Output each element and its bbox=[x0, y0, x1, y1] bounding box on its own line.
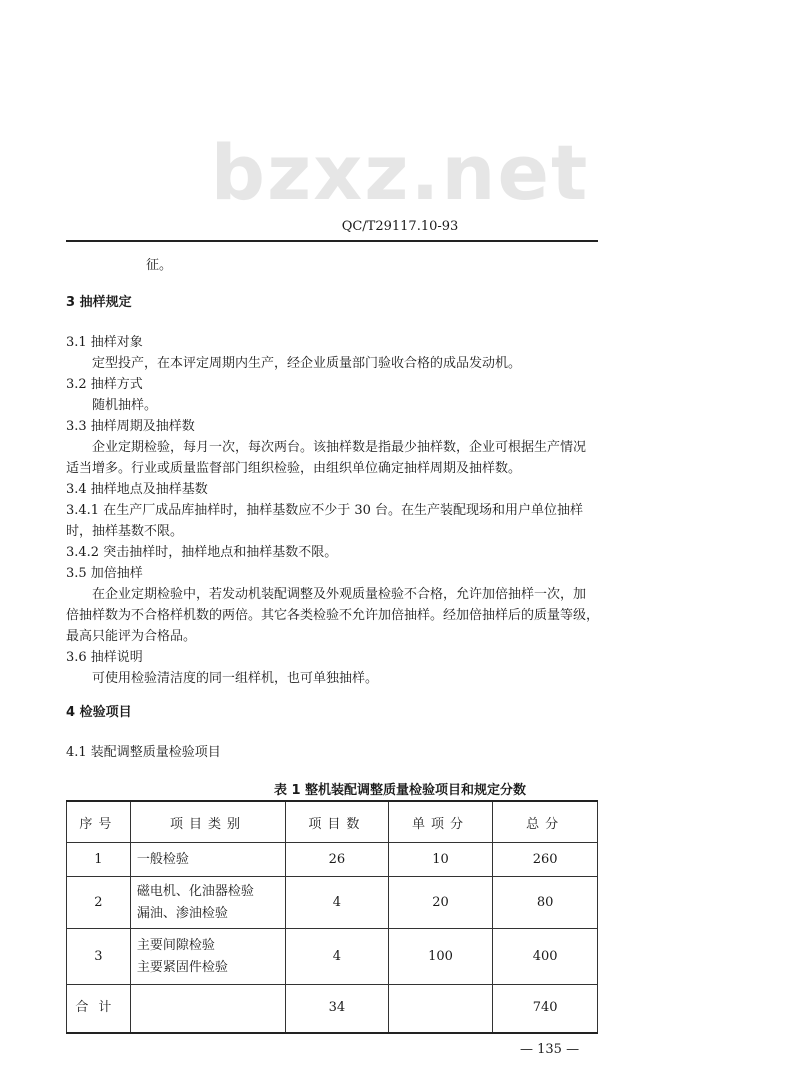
cell-total: 80 bbox=[493, 877, 598, 929]
page-number: — 135 — bbox=[520, 1042, 580, 1057]
cell-no: 1 bbox=[67, 843, 131, 877]
subsection-3-3-heading: 3.3 抽样周期及抽样数 bbox=[66, 419, 195, 434]
subsection-4-1-heading: 4.1 装配调整质量检验项目 bbox=[66, 745, 221, 760]
subsection-3-6-text: 可使用检验清洁度的同一组样机，也可单独抽样。 bbox=[92, 671, 379, 686]
table-header-row bbox=[67, 801, 598, 843]
subsection-3-6-heading: 3.6 抽样说明 bbox=[66, 650, 143, 665]
document-code-header: QC/T29117.10-93 bbox=[341, 219, 459, 234]
header-rule bbox=[66, 240, 598, 242]
subsection-3-2-heading: 3.2 抽样方式 bbox=[66, 377, 143, 392]
table-row bbox=[67, 929, 598, 985]
subsection-3-3-text-line1: 企业定期检验，每月一次，每次两台。该抽样数是指最少抽样数，企业可根据生产情况 bbox=[92, 440, 587, 455]
table-summary-row bbox=[67, 985, 598, 1033]
category-line: 磁电机、化油器检验 bbox=[136, 883, 254, 899]
score-table bbox=[66, 800, 598, 1034]
cell-count: 26 bbox=[286, 843, 389, 877]
section-3-heading: 3 抽样规定 bbox=[66, 295, 132, 310]
subsection-3-5-heading: 3.5 加倍抽样 bbox=[66, 566, 143, 581]
clause-3-4-1-line1: 3.4.1 在生产厂成品库抽样时，抽样基数应不少于 30 台。在生产装配现场和用户单位抽样 bbox=[66, 503, 584, 518]
cell-no: 2 bbox=[67, 877, 131, 929]
table-row bbox=[67, 877, 598, 929]
cell-unit-score: 100 bbox=[388, 929, 493, 985]
category-line: 一般检验 bbox=[136, 851, 189, 867]
cell-summary-count: 34 bbox=[286, 985, 389, 1033]
cell-summary-unit-score bbox=[388, 985, 493, 1033]
clause-3-4-1-line2: 时，抽样基数不限。 bbox=[66, 524, 184, 539]
clause-3-4-2: 3.4.2 突击抽样时，抽样地点和抽样基数不限。 bbox=[66, 545, 338, 560]
subsection-3-5-text-line2: 倍抽样数为不合格样机数的两倍。其它各类检验不允许加倍抽样。经加倍抽样后的质量等级， bbox=[66, 608, 600, 623]
cell-category bbox=[130, 877, 285, 929]
subsection-3-1-text: 定型投产，在本评定周期内生产，经企业质量部门验收合格的成品发动机。 bbox=[92, 356, 522, 371]
header-category: 项目类别 bbox=[130, 801, 285, 843]
cell-summary-category bbox=[130, 985, 285, 1033]
cell-no: 3 bbox=[67, 929, 131, 985]
header-total: 总分 bbox=[493, 801, 598, 843]
cell-total: 400 bbox=[493, 929, 598, 985]
section-4-heading: 4 检验项目 bbox=[66, 705, 132, 720]
cell-summary-label: 合计 bbox=[67, 985, 131, 1033]
continuation-text: 征。 bbox=[146, 258, 173, 273]
cell-count: 4 bbox=[286, 929, 389, 985]
subsection-3-2-text: 随机抽样。 bbox=[92, 398, 158, 413]
cell-category bbox=[130, 843, 285, 877]
header-count: 项目数 bbox=[286, 801, 389, 843]
category-line: 主要间隙检验 bbox=[136, 937, 215, 953]
table-row bbox=[67, 843, 598, 877]
watermark: bzxz.net bbox=[210, 128, 590, 217]
subsection-3-3-text-line2: 适当增多。行业或质量监督部门组织检验，由组织单位确定抽样周期及抽样数。 bbox=[66, 461, 522, 476]
subsection-3-1-heading: 3.1 抽样对象 bbox=[66, 335, 143, 350]
cell-count: 4 bbox=[286, 877, 389, 929]
category-line: 漏油、渗油检验 bbox=[136, 905, 228, 921]
category-line: 主要紧固件检验 bbox=[136, 959, 228, 975]
header-unit-score: 单项分 bbox=[388, 801, 493, 843]
table-caption: 表 1 整机装配调整质量检验项目和规定分数 bbox=[273, 783, 527, 798]
subsection-3-5-text-line3: 最高只能评为合格品。 bbox=[66, 629, 197, 644]
subsection-3-4-heading: 3.4 抽样地点及抽样基数 bbox=[66, 482, 208, 497]
cell-category bbox=[130, 929, 285, 985]
cell-total: 260 bbox=[493, 843, 598, 877]
cell-unit-score: 20 bbox=[388, 877, 493, 929]
cell-summary-total: 740 bbox=[493, 985, 598, 1033]
cell-unit-score: 10 bbox=[388, 843, 493, 877]
subsection-3-5-text-line1: 在企业定期检验中，若发动机装配调整及外观质量检验不合格，允许加倍抽样一次，加 bbox=[92, 587, 587, 602]
header-no: 序号 bbox=[67, 801, 131, 843]
